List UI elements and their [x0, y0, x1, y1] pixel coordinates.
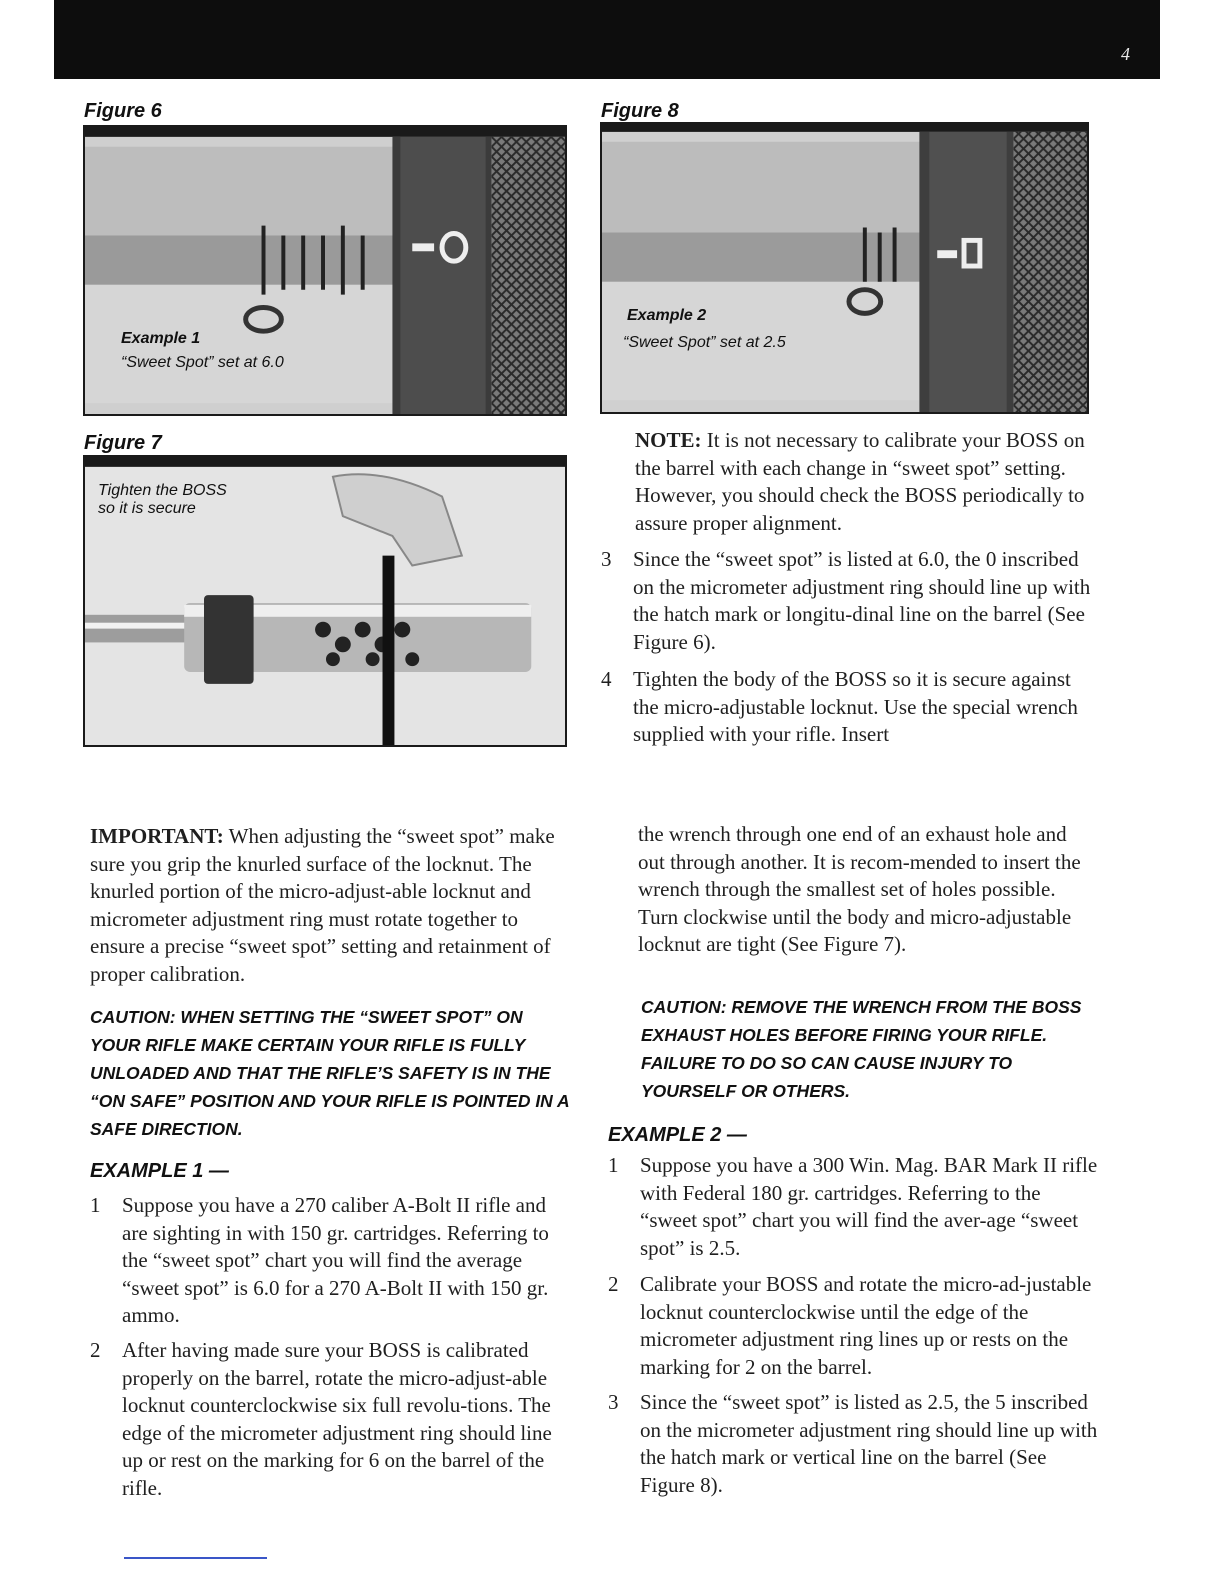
figure-8-caption: “Sweet Spot” set at 2.5 [623, 334, 786, 351]
list-item [601, 666, 1095, 751]
list-item [608, 1271, 1098, 1383]
figure-7-caption-box [98, 482, 227, 518]
step-number: 2 [608, 1272, 619, 1296]
caution-right: CAUTION: REMOVE THE WRENCH FROM THE BOSS EXHAUST HOLES BEFORE FIRING YOUR RIFLE. FAILURE TO DO SO CAN CAUSE INJURY TO YOURSELF OR OTHERS. [641, 997, 1082, 1101]
figure-7-label: Figure 7 [84, 432, 162, 454]
figure-8-label: Figure 8 [601, 100, 679, 122]
figure-7-caption-line2: so it is secure [98, 500, 196, 517]
page-number: 4 [1121, 44, 1130, 64]
figure-8-example-title: Example 2 [627, 307, 707, 324]
figure-7-caption-line1: Tighten the BOSS [98, 482, 227, 499]
step-number: 3 [601, 547, 612, 571]
continuation-paragraph: the wrench through one end of an exhaust hole and out through another. It is recom-mended to insert the wrench through the smallest set of holes possible. Turn clockwise until the body and micro-adjustable locknut are tight (See Figure 7). [638, 822, 1081, 956]
header-bar [54, 0, 1160, 79]
step-text: Suppose you have a 300 Win. Mag. BAR Mark II rifle with Federal 180 gr. cartridges. Referring to the “sweet spot” chart you will find the aver-age “sweet spot” is 2.5. [640, 1153, 1098, 1260]
note-lead: NOTE: [635, 428, 702, 452]
note-text: It is not necessary to calibrate your BOSS on the barrel with each change in “sweet spot” setting. However, you should check the BOSS periodically to assure proper alignment. [635, 428, 1085, 535]
step-text: Since the “sweet spot” is listed at 6.0, the 0 inscribed on the micrometer adjustment ring should line up with the hatch mark or longitu-dinal line on the barrel (See Figure 6). [633, 547, 1091, 654]
example-1-heading: EXAMPLE 1 — [90, 1160, 229, 1182]
step-number: 1 [90, 1193, 101, 1217]
list-item [90, 1192, 576, 1332]
step-text: Suppose you have a 270 caliber A-Bolt II rifle and are sighting in with 150 gr. cartridges. Referring to the “sweet spot” chart you will find the average “sweet spot” is 6.0 for a 270 A-Bolt II with 150 gr. ammo. [122, 1193, 549, 1327]
step-text: Calibrate your BOSS and rotate the micro-ad-justable locknut counterclockwise until the edge of the micrometer adjustment ring lines up or rests on the marking for 2 on the barrel. [640, 1272, 1092, 1379]
figure-6-photo [83, 125, 567, 416]
figure-6-example [121, 330, 200, 348]
figure-8-example [627, 307, 706, 325]
footer-rule [124, 1557, 267, 1559]
figure-6-label: Figure 6 [84, 100, 162, 122]
figure-6-caption-box [121, 354, 284, 372]
figure-8-photo [600, 122, 1089, 414]
step-text: After having made sure your BOSS is calibrated properly on the barrel, rotate the micro-adjust-able locknut counterclockwise six full revolu-tions. The edge of the micrometer adjustment ring should line up or rest on the marking for 6 on the barrel of the rifle. [122, 1338, 552, 1500]
list-item [90, 1337, 576, 1507]
example-2-heading: EXAMPLE 2 — [608, 1124, 747, 1146]
list-item [608, 1152, 1098, 1264]
step-text: Since the “sweet spot” is listed as 2.5, the 5 inscribed on the micrometer adjustment ring should line up with the hatch mark or vertical line on the barrel (See Figure 8). [640, 1390, 1098, 1497]
important-lead: IMPORTANT: [90, 824, 224, 848]
step-number: 1 [608, 1153, 619, 1177]
step-number: 4 [601, 667, 612, 691]
step-text: Tighten the body of the BOSS so it is secure against the micro-adjustable locknut. Use the special wrench supplied with your rifle. Insert [633, 667, 1078, 746]
list-item [601, 546, 1095, 656]
note-paragraph [635, 427, 1095, 537]
caution-left: CAUTION: WHEN SETTING THE “SWEET SPOT” ON YOUR RIFLE MAKE CERTAIN YOUR RIFLE IS FULLY UNLOADED AND THAT THE RIFLE’S SAFETY IS IN THE “ON SAFE” POSITION AND YOUR RIFLE IS POINTED IN A SAFE DIRECTION. [90, 1007, 570, 1139]
step-number: 3 [608, 1390, 619, 1414]
figure-8-caption-box [623, 334, 786, 352]
figure-6-example-title: Example 1 [121, 330, 201, 347]
important-paragraph [90, 823, 568, 988]
list-item [608, 1389, 1098, 1501]
figure-6-caption: “Sweet Spot” set at 6.0 [121, 354, 284, 371]
important-text: When adjusting the “sweet spot” make sure you grip the knurled surface of the locknut. The knurled portion of the micro-adjust-able locknut and micrometer adjustment ring must rotate together to ensure a precise “sweet spot” setting and retainment of proper calibration. [90, 824, 555, 986]
step-number: 2 [90, 1338, 101, 1362]
